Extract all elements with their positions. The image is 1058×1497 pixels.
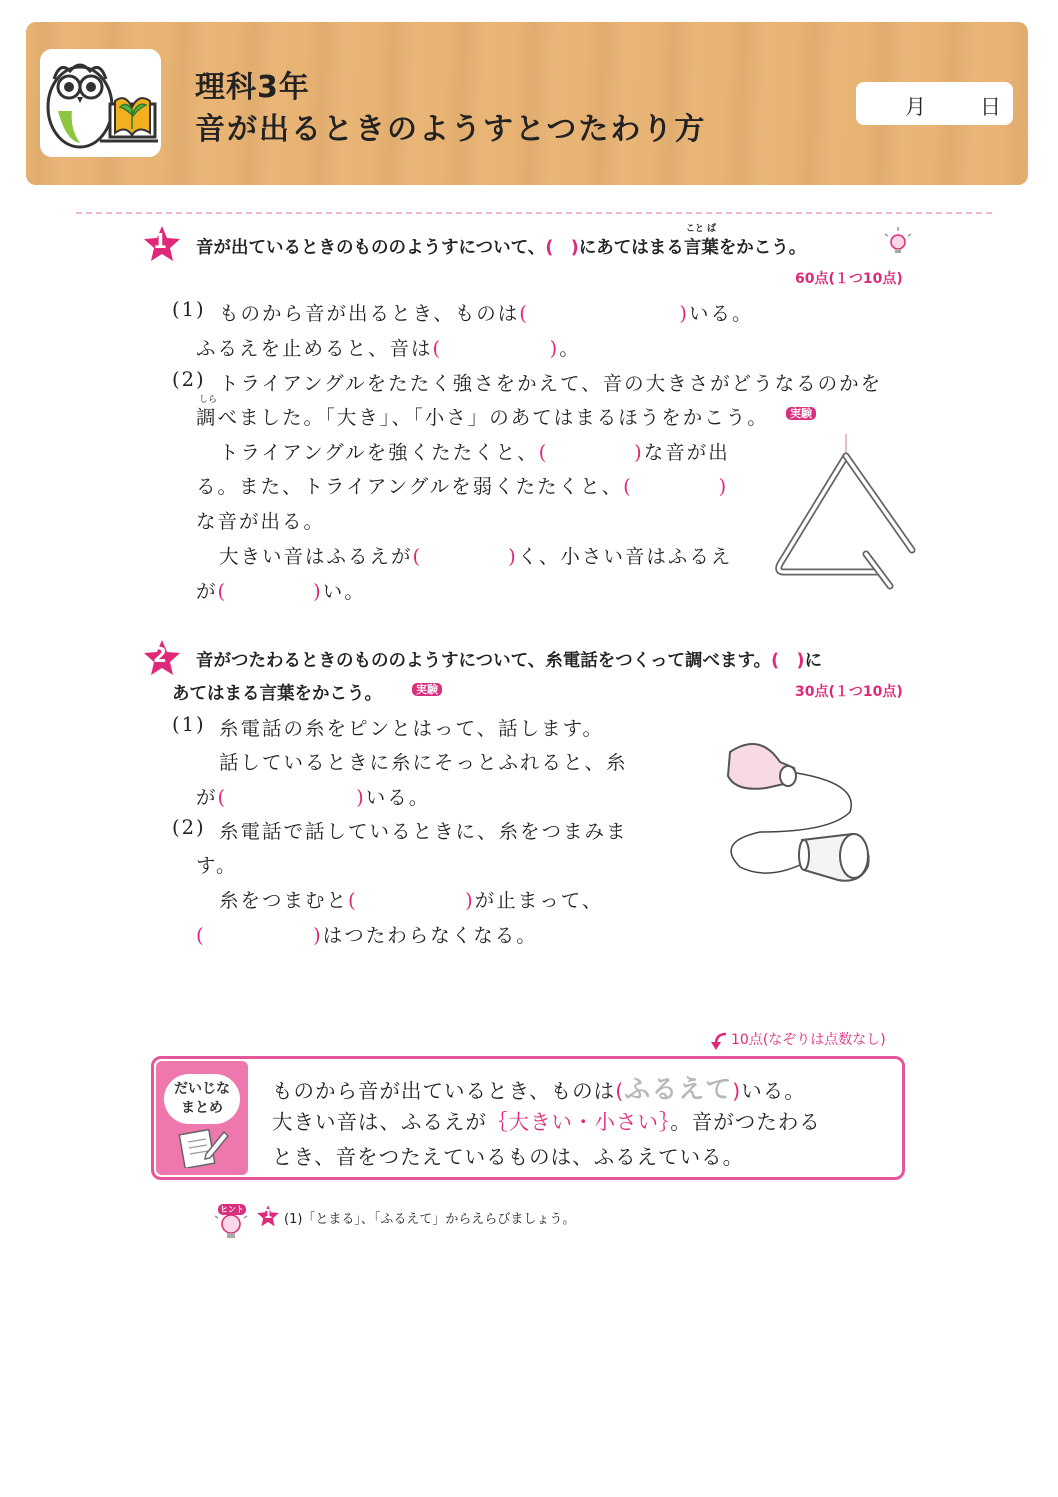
- date-day-label: 日: [980, 95, 1001, 119]
- question-2-points: 30点(１つ10点): [795, 684, 903, 700]
- q1-text: ふるえを止めると、音は: [196, 337, 433, 360]
- answer-blank[interactable]: ( ): [217, 786, 366, 809]
- q2-text: が止まって、: [474, 889, 604, 912]
- q1-p1-line2: [196, 333, 581, 361]
- summary-line3: とき、音をつたえているものは、ふるえている。: [272, 1145, 745, 1169]
- experiment-badge-label: 実験: [786, 407, 816, 420]
- hint-text: (1)「とまる」、「ふるえて」からえらびましょう。: [284, 1212, 576, 1227]
- question-1-instruction: [196, 224, 807, 259]
- q1-text: トライアングルを強くたたくと、: [219, 441, 539, 464]
- experiment-badge: [412, 678, 442, 697]
- q1-text: な音が出: [643, 441, 730, 464]
- summary-text: いる。: [741, 1079, 806, 1103]
- owl-book-logo: [40, 49, 161, 157]
- answer-blank[interactable]: ( ): [519, 302, 689, 325]
- q2-p2-line3: [219, 885, 603, 913]
- summary-text: 大きい音は、ふるえが: [272, 1110, 487, 1134]
- experiment-badge-label: 実験: [412, 683, 442, 696]
- q1-instruction-part: にあてはまる: [578, 238, 684, 258]
- q2-p1-line2: 話しているときに糸にそっとふれると、糸: [219, 751, 628, 774]
- q1-p1-line1: [219, 298, 753, 326]
- experiment-badge: [786, 402, 816, 421]
- q1-text: ものから音が出るとき、ものは: [219, 302, 520, 325]
- arrow-down-icon: [710, 1030, 730, 1054]
- question-2-instruction-line1: [196, 647, 822, 672]
- owl-logo-icon: [40, 49, 161, 157]
- answer-blank[interactable]: ( ): [348, 889, 475, 912]
- question-2-number: 2: [153, 643, 167, 667]
- q1-p2-number: (2): [172, 368, 206, 391]
- q1-text: 大きい音はふるえが: [219, 545, 413, 568]
- summary-paren: ): [732, 1079, 742, 1103]
- q2-p2-line2: す。: [196, 854, 238, 877]
- answer-blank[interactable]: ( ): [412, 545, 518, 568]
- question-1-number: 1: [153, 229, 167, 253]
- q1-p2-line6: [219, 541, 732, 569]
- q1-text: い。: [322, 580, 366, 603]
- summary-points-note: 10点(なぞりは点数なし): [731, 1032, 886, 1048]
- answer-blank[interactable]: ( ): [538, 441, 644, 464]
- answer-blank[interactable]: ( ): [196, 924, 323, 947]
- hint-bulb-icon: [884, 226, 912, 256]
- q1-p2-line2: 調べました。「大き」、「小さ」のあてはまるほうをかこう。: [196, 406, 769, 429]
- hint-number: 1: [264, 1207, 273, 1221]
- q2-instruction-paren: ( ): [771, 651, 805, 671]
- q1-p2-line4: [196, 471, 728, 499]
- q1-p2-line5: な音が出る。: [196, 510, 326, 533]
- q2-instruction-part: に: [804, 651, 823, 671]
- summary-text: 。音がつたわる: [670, 1110, 821, 1134]
- answer-blank[interactable]: ( ): [217, 580, 323, 603]
- kotoba-ruby: こと ば: [685, 224, 716, 234]
- q1-text: 。: [559, 337, 581, 360]
- q1-instruction-paren: ( ): [545, 238, 579, 258]
- q2-text: はつたわらなくなる。: [322, 924, 538, 947]
- summary-label-line: だいじな: [174, 1081, 230, 1097]
- summary-label-line: まとめ: [181, 1100, 223, 1116]
- trace-word[interactable]: ふるえて: [624, 1075, 733, 1105]
- q2-text: 糸をつまむと: [219, 889, 349, 912]
- q1-instruction-part: をかこう。: [718, 238, 807, 258]
- q2-p2-line4: [196, 920, 538, 948]
- q1-p1-number: (1): [172, 298, 206, 321]
- q2-p1-number: (1): [172, 713, 206, 736]
- string-telephone-illustration: [720, 732, 880, 892]
- q1-p2-line7: [196, 576, 366, 604]
- answer-blank[interactable]: ( ): [432, 337, 560, 360]
- q2-text: いる。: [365, 786, 431, 809]
- q2-p1-line3: [196, 782, 430, 810]
- summary-text: ものから音が出ているとき、ものは: [272, 1079, 616, 1103]
- triangle-instrument-illustration: [770, 430, 920, 590]
- q1-text: が: [196, 580, 218, 603]
- q2-p2-number: (2): [172, 816, 206, 839]
- pencil-paper-icon: [176, 1124, 230, 1168]
- divider: [76, 212, 992, 214]
- shira-ruby: しら: [199, 395, 218, 405]
- question-2-instruction-line2: あてはまる言葉をかこう。: [172, 684, 382, 704]
- hint-badge: ヒント: [220, 1205, 244, 1214]
- date-month-label: 月: [905, 95, 926, 119]
- q1-p2-line3: [219, 437, 730, 465]
- summary-label: [167, 1080, 237, 1118]
- q1-p2-line1: トライアングルをたたく強さをかえて、音の大きさがどうなるのかを: [219, 372, 883, 395]
- kotoba-word: 言葉: [683, 238, 719, 258]
- q2-text: が: [196, 786, 218, 809]
- q2-p2-line1: 糸電話で話しているときに、糸をつまみま: [219, 820, 628, 843]
- q2-p1-line1: 糸電話の糸をピンとはって、話します。: [219, 717, 605, 740]
- summary-line1: [272, 1069, 806, 1106]
- page-title: 音が出るときのようすとつたわり方: [195, 112, 707, 147]
- question-1-points: 60点(１つ10点): [795, 271, 903, 287]
- summary-paren: (: [615, 1079, 625, 1103]
- q1-text: く、小さい音はふるえ: [517, 545, 733, 568]
- answer-blank[interactable]: ( ): [623, 475, 729, 498]
- q2-instruction-part: 音がつたわるときのもののようすについて、糸電話をつくって調べます。: [196, 651, 772, 671]
- q1-text: いる。: [688, 302, 754, 325]
- q1-text: る。また、トライアングルを弱くたたくと、: [196, 475, 624, 498]
- size-choice[interactable]: ｛大きい・小さい｝: [487, 1110, 671, 1134]
- summary-line2: [272, 1105, 821, 1135]
- subject-label: 理科3年: [195, 70, 310, 105]
- q1-instruction-part: 音が出ているときのもののようすについて、: [196, 238, 546, 258]
